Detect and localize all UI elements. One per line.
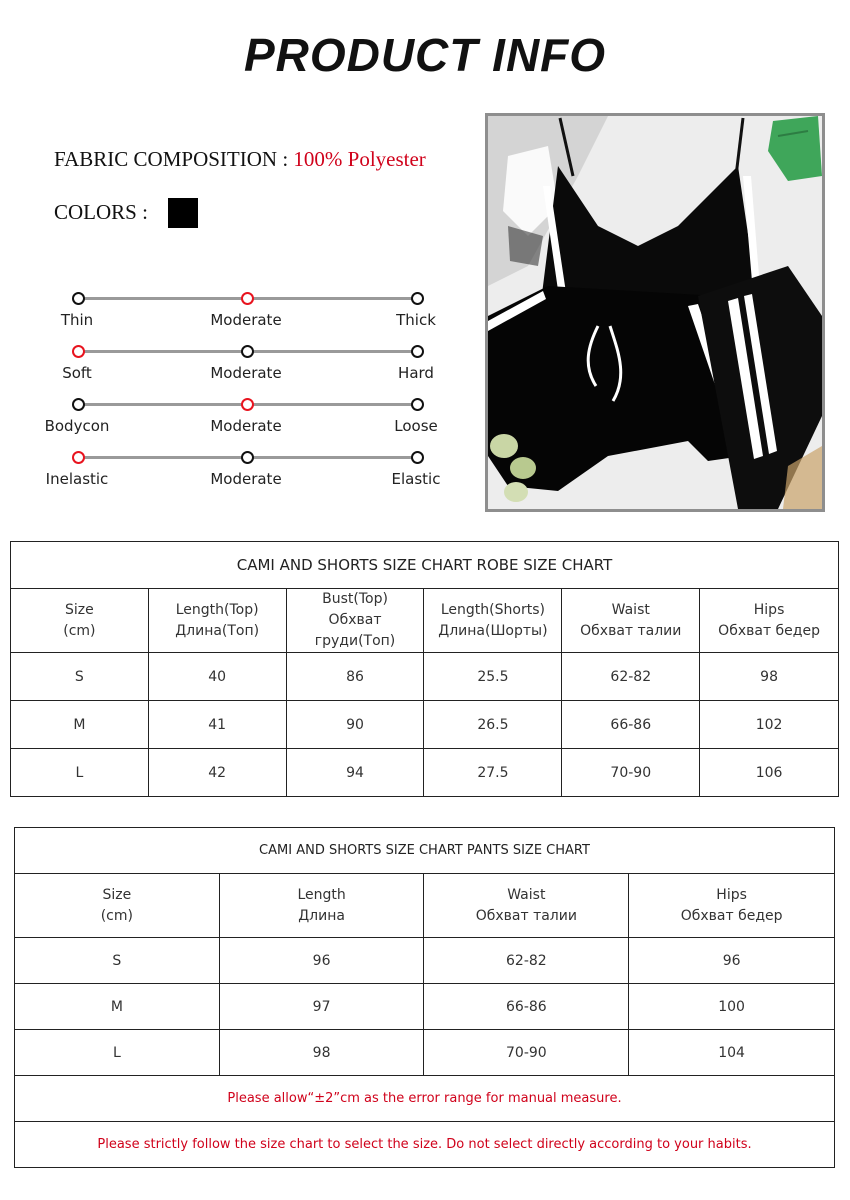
column-header: Size (cm) — [11, 589, 149, 653]
scale-elasticity — [0, 456, 480, 516]
column-header: Waist Обхват талии — [424, 874, 629, 938]
column-header: Length(Shorts) Длина(Шорты) — [424, 589, 562, 653]
table-title: CAMI AND SHORTS SIZE CHART ROBE SIZE CHART — [11, 542, 839, 589]
scale-dot — [411, 292, 424, 305]
product-photo — [485, 113, 825, 512]
scale-label: Moderate — [210, 417, 282, 435]
table-cell: 106 — [700, 749, 839, 797]
table-cell: 66-86 — [562, 701, 700, 749]
column-header: Length(Top) Длина(Топ) — [148, 589, 286, 653]
table-cell: M — [11, 701, 149, 749]
table-cell: S — [15, 938, 220, 984]
table-cell: M — [15, 984, 220, 1030]
scale-label: Elastic — [391, 470, 441, 488]
scale-dot — [72, 451, 85, 464]
table-cell: 40 — [148, 653, 286, 701]
robe-size-chart — [10, 541, 839, 797]
scale-dot — [72, 292, 85, 305]
scale-label: Moderate — [210, 470, 282, 488]
table-cell: 100 — [629, 984, 835, 1030]
scale-dot — [411, 345, 424, 358]
table-row — [15, 938, 835, 984]
column-header: Hips Обхват бедер — [700, 589, 839, 653]
table-cell: L — [11, 749, 149, 797]
table-row — [15, 1030, 835, 1076]
table-cell: 102 — [700, 701, 839, 749]
scale-label: Thick — [396, 311, 436, 329]
scale-dot — [411, 398, 424, 411]
scale-dot — [411, 451, 424, 464]
column-header: Length Длина — [219, 874, 424, 938]
scale-dot — [241, 451, 254, 464]
table-cell: 104 — [629, 1030, 835, 1076]
table-cell: 94 — [286, 749, 424, 797]
table-cell: 66-86 — [424, 984, 629, 1030]
table-cell: 42 — [148, 749, 286, 797]
pajama-set-illustration — [488, 116, 822, 509]
scale-dot — [241, 345, 254, 358]
table-cell: L — [15, 1030, 220, 1076]
scale-dot — [72, 398, 85, 411]
fabric-composition — [54, 147, 426, 172]
scale-label: Soft — [62, 364, 92, 382]
scale-label: Loose — [394, 417, 438, 435]
scale-label: Inelastic — [45, 470, 109, 488]
table-cell: 98 — [700, 653, 839, 701]
table-cell: 25.5 — [424, 653, 562, 701]
fabric-value: 100% Polyester — [293, 147, 426, 171]
table-cell: 62-82 — [562, 653, 700, 701]
scale-label: Hard — [398, 364, 434, 382]
column-header: Waist Обхват талии — [562, 589, 700, 653]
table-row — [11, 701, 839, 749]
scale-label: Thin — [60, 311, 94, 329]
scale-label: Moderate — [210, 311, 282, 329]
column-header: Hips Обхват бедер — [629, 874, 835, 938]
table-title: CAMI AND SHORTS SIZE CHART PANTS SIZE CHART — [15, 828, 835, 874]
table-cell: 98 — [219, 1030, 424, 1076]
table-cell: 97 — [219, 984, 424, 1030]
column-header: Size (cm) — [15, 874, 220, 938]
table-row — [11, 749, 839, 797]
size-advice-note: Please strictly follow the size chart to select the size. Do not select directly according to your habits. — [15, 1122, 835, 1168]
table-cell: 70-90 — [424, 1030, 629, 1076]
table-cell: 41 — [148, 701, 286, 749]
colors-label: COLORS : — [54, 200, 148, 224]
table-row — [15, 984, 835, 1030]
table-cell: 96 — [219, 938, 424, 984]
scale-dot — [241, 398, 254, 411]
table-cell: 26.5 — [424, 701, 562, 749]
color-swatch-black[interactable] — [168, 198, 198, 228]
table-cell: 62-82 — [424, 938, 629, 984]
scale-label: Bodycon — [44, 417, 110, 435]
measure-note: Please allow“±2”cm as the error range for manual measure. — [15, 1076, 835, 1122]
table-row — [11, 653, 839, 701]
table-cell: S — [11, 653, 149, 701]
column-header: Bust(Top) Обхват груди(Топ) — [286, 589, 424, 653]
scale-dot — [72, 345, 85, 358]
table-cell: 90 — [286, 701, 424, 749]
scale-label: Moderate — [210, 364, 282, 382]
pants-size-chart — [14, 827, 835, 1168]
scale-dot — [241, 292, 254, 305]
page-title: PRODUCT INFO — [243, 29, 607, 81]
table-cell: 86 — [286, 653, 424, 701]
table-cell: 96 — [629, 938, 835, 984]
table-cell: 70-90 — [562, 749, 700, 797]
table-cell: 27.5 — [424, 749, 562, 797]
fabric-label: FABRIC COMPOSITION : — [54, 147, 289, 171]
